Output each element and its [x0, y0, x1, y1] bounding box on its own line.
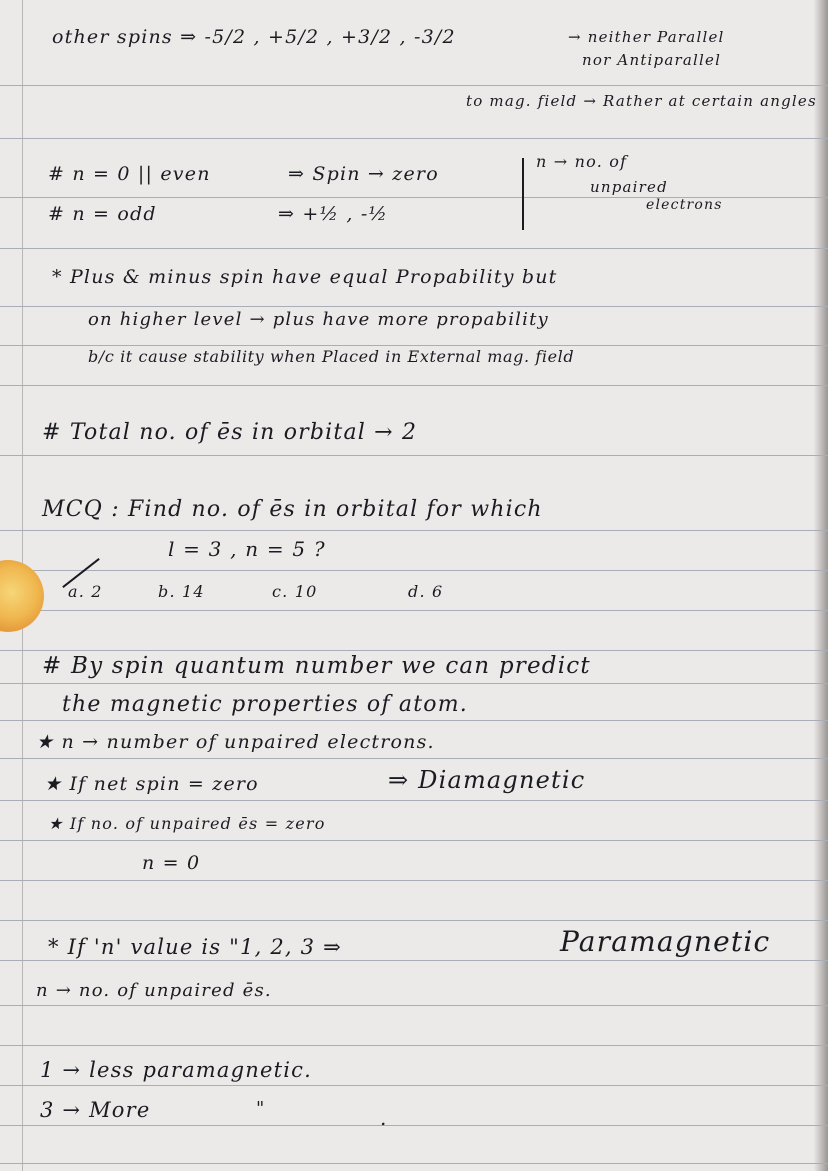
ruled-line	[0, 758, 828, 759]
ruled-line	[0, 1125, 828, 1126]
ruled-line	[0, 650, 828, 651]
mcq-question-1: MCQ : Find no. of ēs in orbital for which	[42, 497, 543, 522]
n-definition-1: n → no. of	[536, 152, 628, 171]
spin-qn-line-2: the magnetic properties of atom.	[62, 692, 468, 717]
ruled-line	[0, 570, 828, 571]
n-odd-label: # n = odd	[48, 203, 157, 225]
ruled-line	[0, 85, 828, 86]
n-number-line: ★ n → number of unpaired electrons.	[36, 731, 435, 753]
ruled-line	[0, 1163, 828, 1164]
mcq-option-c: c. 10	[272, 582, 318, 601]
ruled-line	[0, 385, 828, 386]
ruled-line	[0, 840, 828, 841]
nor-antiparallel-text: nor Antiparallel	[582, 51, 722, 69]
ruled-line	[0, 683, 828, 684]
paramagnetic-text: Paramagnetic	[560, 925, 771, 958]
mcq-question-2: l = 3 , n = 5 ?	[168, 537, 326, 561]
n-even-result: ⇒ Spin → zero	[288, 163, 439, 185]
plus-minus-line-2: on higher level → plus have more propability	[88, 309, 549, 330]
ruled-line	[0, 920, 828, 921]
page-edge-shadow	[814, 0, 828, 1171]
trailing-dot: .	[380, 1106, 388, 1130]
ruled-line	[0, 530, 828, 531]
ruled-line	[0, 1085, 828, 1086]
more-paramagnetic-line: 3 → More	[40, 1098, 151, 1122]
ruled-line	[0, 1045, 828, 1046]
diamagnetic-text: ⇒ Diamagnetic	[388, 766, 586, 794]
ruled-line	[0, 345, 828, 346]
net-spin-line: ★ If net spin = zero	[44, 773, 259, 795]
ruled-line	[0, 800, 828, 801]
ditto-mark: "	[256, 1098, 266, 1119]
n-definition-2: unpaired	[590, 178, 668, 196]
n-even-label: # n = 0 || even	[48, 163, 211, 185]
neither-parallel-text: → neither Parallel	[568, 28, 725, 46]
ruled-line	[0, 610, 828, 611]
plus-minus-line-3: b/c it cause stability when Placed in External mag. field	[88, 347, 575, 366]
n-zero-line: n = 0	[142, 852, 201, 874]
mcq-option-b: b. 14	[158, 582, 205, 601]
ruled-line	[0, 960, 828, 961]
plus-minus-line-1: * Plus & minus spin have equal Propability but	[52, 266, 558, 288]
other-spins-line: other spins ⇒ -5/2 , +5/2 , +3/2 , -3/2	[52, 26, 456, 48]
ruled-line	[0, 248, 828, 249]
ruled-line	[0, 306, 828, 307]
mcq-option-a: a. 2	[68, 582, 103, 601]
n-unpaired-line: n → no. of unpaired ēs.	[36, 980, 272, 1001]
ruled-line	[0, 1005, 828, 1006]
unpaired-zero-line: ★ If no. of unpaired ēs = zero	[48, 814, 326, 833]
ruled-line	[0, 880, 828, 881]
paramagnetic-condition: * If 'n' value is "1, 2, 3 ⇒	[48, 935, 342, 959]
total-orbital-line: # Total no. of ēs in orbital → 2	[42, 420, 418, 445]
divider-bar	[522, 158, 524, 230]
to-mag-field-text: to mag. field → Rather at certain angles	[466, 92, 817, 110]
n-odd-result: ⇒ +½ , -½	[278, 203, 389, 225]
mcq-option-d: d. 6	[408, 582, 444, 601]
less-paramagnetic-line: 1 → less paramagnetic.	[40, 1058, 313, 1082]
n-definition-3: electrons	[646, 197, 723, 213]
spin-qn-line-1: # By spin quantum number we can predict	[42, 653, 591, 679]
ruled-line	[0, 455, 828, 456]
ruled-line	[0, 138, 828, 139]
ruled-line	[0, 720, 828, 721]
